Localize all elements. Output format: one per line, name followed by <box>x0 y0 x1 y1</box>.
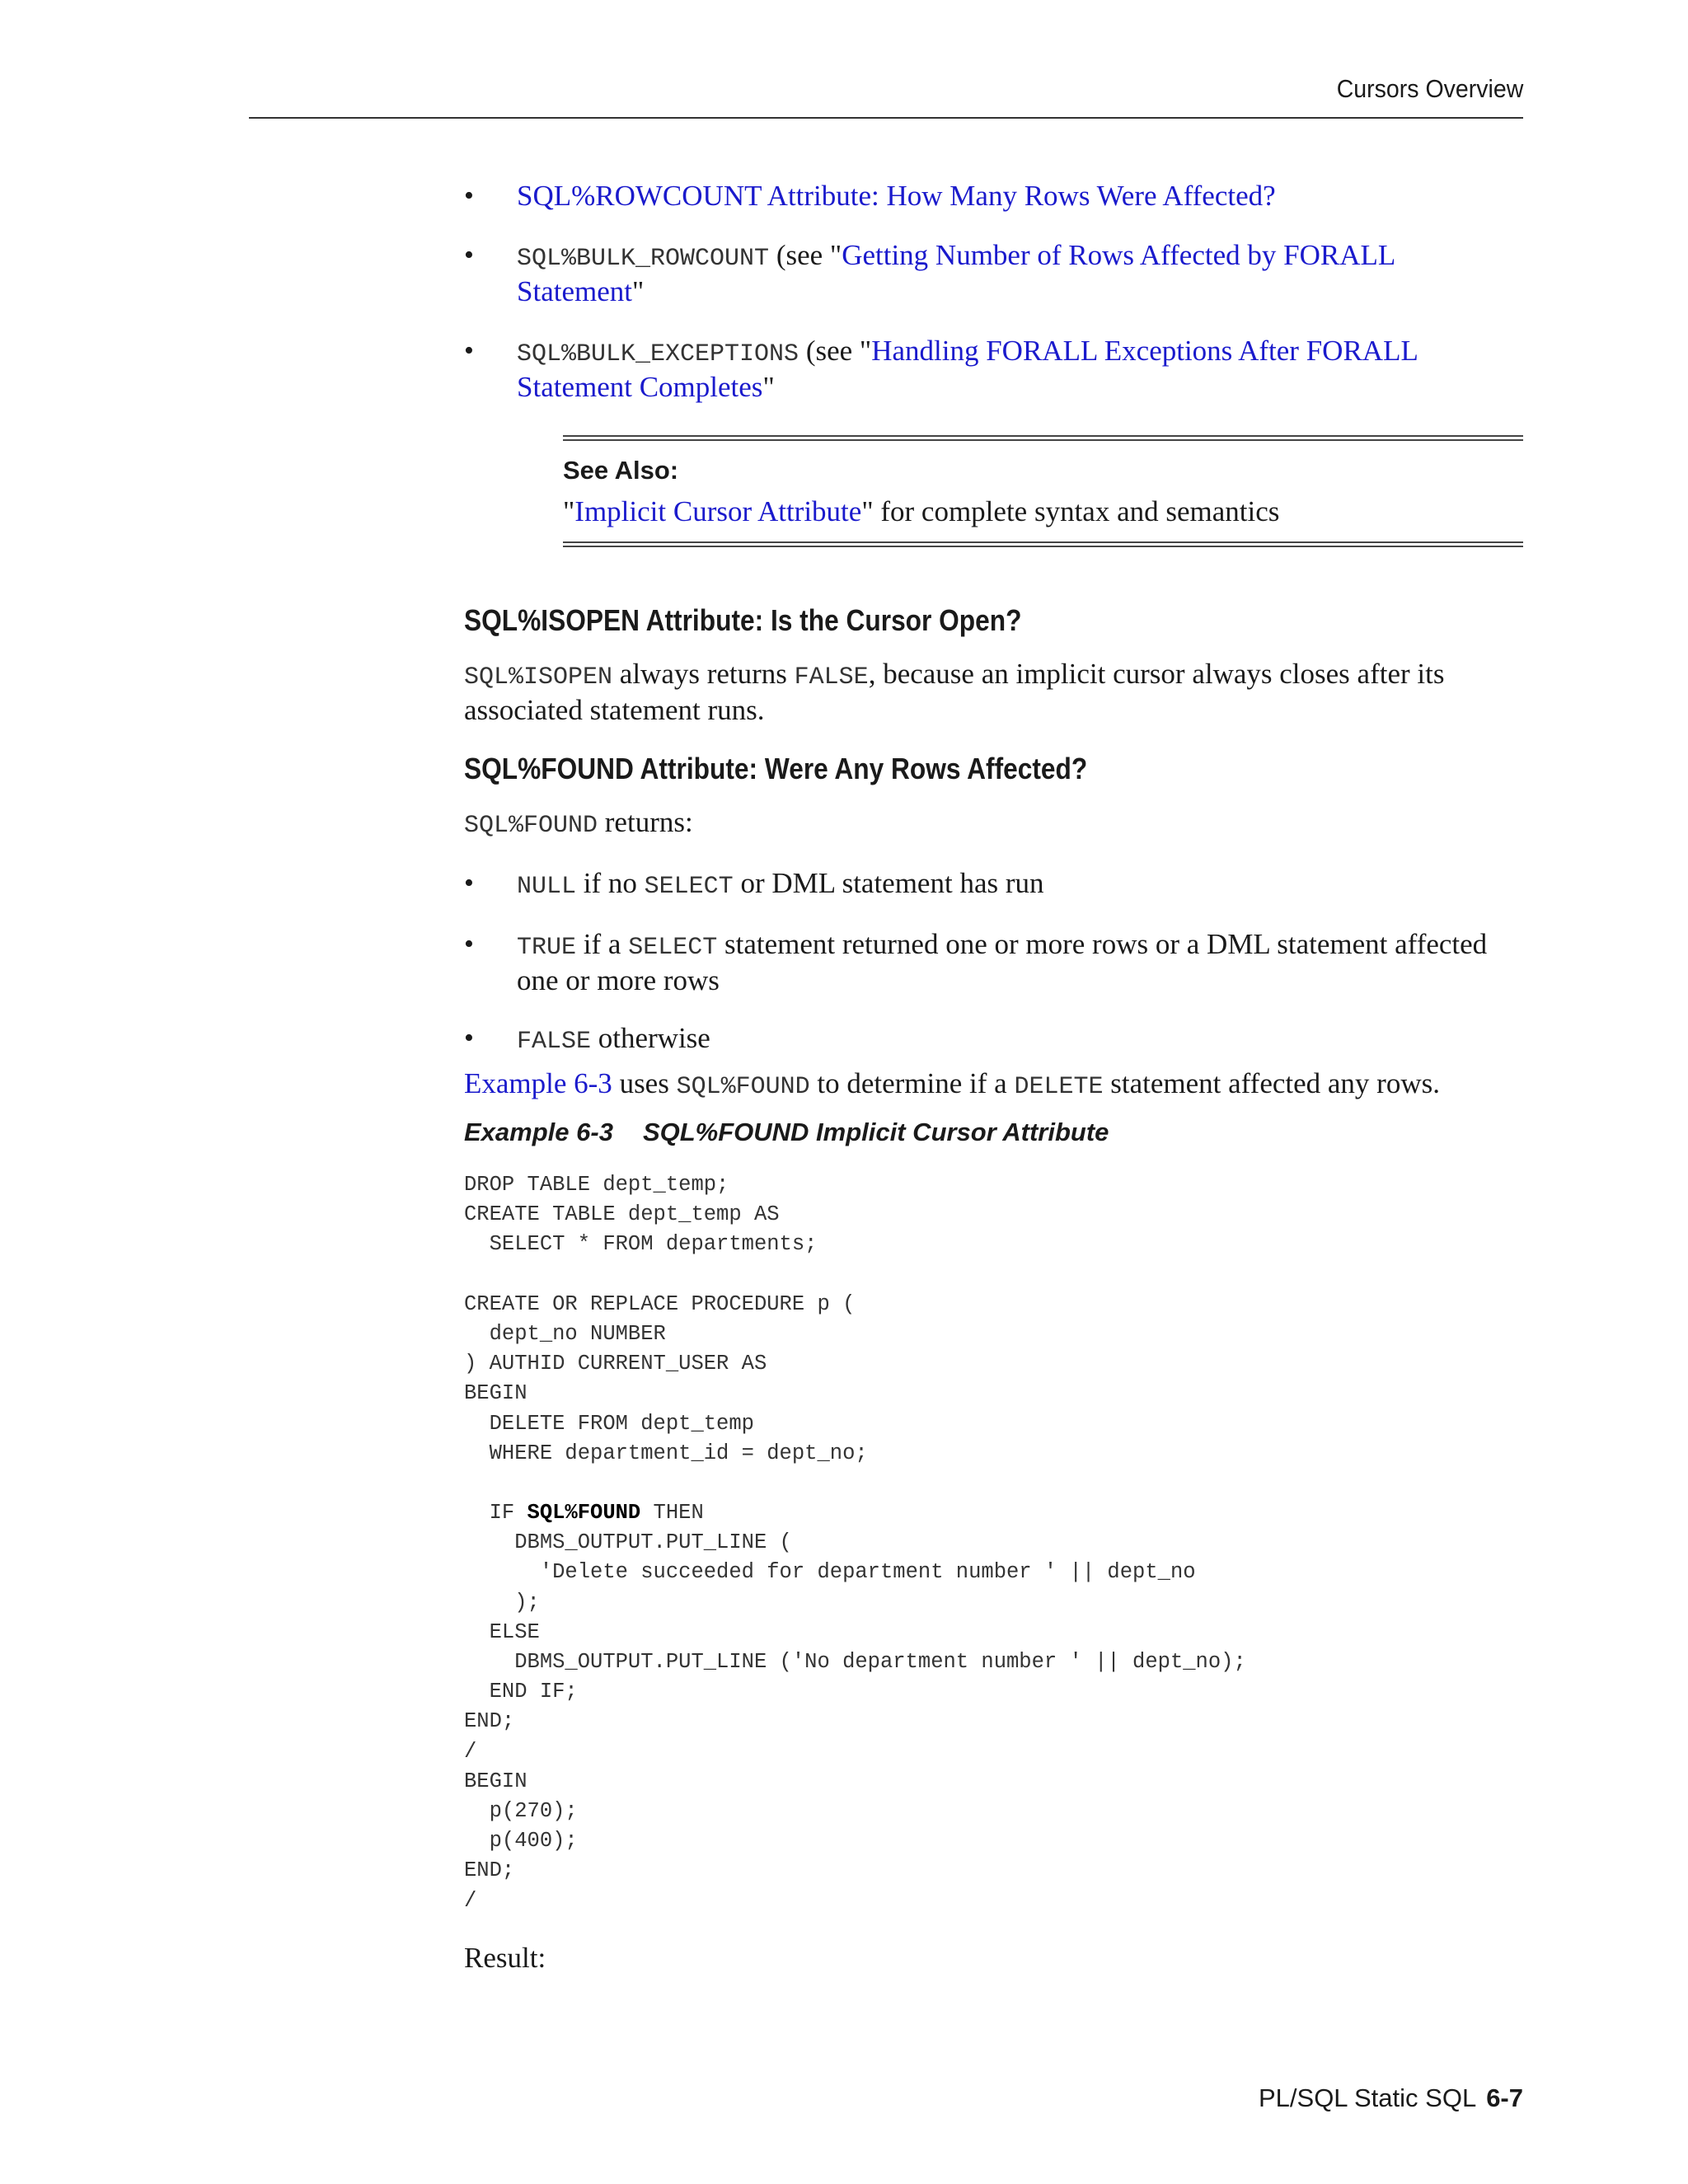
text: to determine if a <box>809 1067 1015 1099</box>
code-line: BEGIN <box>464 1769 528 1793</box>
forall-rowcount-link[interactable]: Getting Number of Rows Affected by FORALL Statement <box>517 239 1395 307</box>
list-text: if a <box>576 928 629 960</box>
text: statement affected any rows. <box>1103 1067 1440 1099</box>
forall-exceptions-link[interactable]: Handling FORALL Exceptions After FORALL Statement Completes <box>517 335 1418 403</box>
isopen-heading: SQL%ISOPEN Attribute: Is the Cursor Open? <box>464 603 1022 637</box>
list-text: statement returned one or more rows or a DML statement affected one or more rows <box>517 928 1488 996</box>
quote-open: " <box>563 495 575 527</box>
see-also-box <box>563 435 1523 565</box>
isopen-code: SQL%ISOPEN <box>464 663 613 691</box>
found-intro <box>464 806 1523 842</box>
bulk-rowcount-code: SQL%BULK_ROWCOUNT <box>517 245 770 273</box>
code-line: BEGIN <box>464 1381 528 1406</box>
code-line: END; <box>464 1709 515 1734</box>
delete-code: DELETE <box>1014 1073 1104 1101</box>
rowcount-link[interactable]: SQL%ROWCOUNT Attribute: How Many Rows Were Affected? <box>517 180 1276 212</box>
code-line: / <box>464 1739 477 1764</box>
implicit-cursor-attribute-link[interactable]: Implicit Cursor Attribute <box>574 495 862 527</box>
code-line: ) AUTHID CURRENT_USER AS <box>464 1352 767 1376</box>
list-item <box>464 239 1527 308</box>
list-text: if no <box>576 867 645 899</box>
see-also-bottom-rule <box>563 541 1523 547</box>
code-line: SELECT * FROM departments; <box>464 1232 818 1257</box>
code-line: p(400); <box>464 1829 578 1854</box>
list-text: or DML statement has run <box>733 867 1044 899</box>
see-also-rest: " for complete syntax and semantics <box>861 495 1280 527</box>
code-line: DELETE FROM dept_temp <box>464 1411 754 1436</box>
found-return-list <box>464 867 1527 1058</box>
see-text: (see " <box>769 239 842 271</box>
bullet-icon: • <box>464 180 474 211</box>
bullet-icon: • <box>464 868 474 898</box>
quote-close: " <box>631 275 645 307</box>
running-header: Cursors Overview <box>1336 74 1523 103</box>
list-item <box>464 335 1527 404</box>
bulk-exceptions-code: SQL%BULK_EXCEPTIONS <box>517 340 799 368</box>
code-line: / <box>464 1888 477 1913</box>
select-code: SELECT <box>644 873 734 901</box>
code-if: IF <box>464 1501 528 1526</box>
attribute-link-list <box>464 180 1527 404</box>
code-line: ); <box>464 1590 540 1615</box>
code-then: THEN <box>640 1501 704 1526</box>
code-line: CREATE OR REPLACE PROCEDURE p ( <box>464 1291 856 1316</box>
code-block <box>464 1170 1246 1916</box>
code-line-if <box>464 1498 1246 1528</box>
false-code: FALSE <box>517 1028 592 1056</box>
bullet-icon: • <box>464 1023 474 1053</box>
code-line: END IF; <box>464 1680 578 1704</box>
code-line: DROP TABLE dept_temp; <box>464 1173 729 1197</box>
code-line: p(270); <box>464 1798 578 1823</box>
list-item <box>464 1022 1527 1058</box>
code-line: dept_no NUMBER <box>464 1321 666 1346</box>
found-code: SQL%FOUND <box>676 1073 810 1101</box>
book-title: PL/SQL Static SQL <box>1258 2083 1477 2112</box>
isopen-paragraph <box>464 658 1523 727</box>
code-line: END; <box>464 1858 515 1883</box>
bullet-icon: • <box>464 929 474 959</box>
isopen-text: always returns <box>612 658 795 690</box>
found-code: SQL%FOUND <box>464 812 598 840</box>
isopen-text-rest: , because an implicit cursor always closes after its associated statement runs. <box>464 658 1445 726</box>
text: uses <box>612 1067 677 1099</box>
highlighted-keyword: SQL%FOUND <box>527 1501 641 1526</box>
true-code: TRUE <box>517 934 577 962</box>
list-item <box>464 928 1527 997</box>
see-text: (see " <box>799 335 872 367</box>
see-also-text <box>563 495 1523 528</box>
found-heading: SQL%FOUND Attribute: Were Any Rows Affected? <box>464 752 1088 785</box>
select-code: SELECT <box>628 934 718 962</box>
list-item <box>464 867 1527 903</box>
list-text: otherwise <box>591 1022 710 1054</box>
page-number: 6-7 <box>1486 2083 1523 2112</box>
example-caption <box>464 1118 1109 1147</box>
false-code: FALSE <box>794 663 869 691</box>
found-intro-text: returns: <box>598 806 693 838</box>
example-title: SQL%FOUND Implicit Cursor Attribute <box>642 1118 1109 1146</box>
bullet-icon: • <box>464 335 474 366</box>
example-6-3-link[interactable]: Example 6-3 <box>464 1067 612 1099</box>
example-reference <box>464 1067 1523 1104</box>
code-line: ELSE <box>464 1619 540 1644</box>
result-label: Result: <box>464 1942 546 1974</box>
see-also-top-rule <box>563 435 1523 441</box>
null-code: NULL <box>517 873 577 901</box>
code-line <box>464 1260 1246 1290</box>
code-line: CREATE TABLE dept_temp AS <box>464 1202 780 1227</box>
code-line: DBMS_OUTPUT.PUT_LINE ( <box>464 1530 792 1555</box>
bullet-icon: • <box>464 240 474 270</box>
code-line: WHERE department_id = dept_no; <box>464 1441 868 1465</box>
page-footer <box>1259 2083 1523 2113</box>
list-item <box>464 180 1527 213</box>
code-line: 'Delete succeeded for department number ' || dept_no <box>464 1560 1196 1585</box>
code-line: DBMS_OUTPUT.PUT_LINE ('No department number ' || dept_no); <box>464 1650 1246 1674</box>
header-rule <box>249 117 1523 119</box>
example-number: Example 6-3 <box>464 1118 613 1146</box>
code-line <box>464 1469 1246 1498</box>
see-also-label: See Also: <box>563 456 679 485</box>
quote-close: " <box>762 371 775 403</box>
